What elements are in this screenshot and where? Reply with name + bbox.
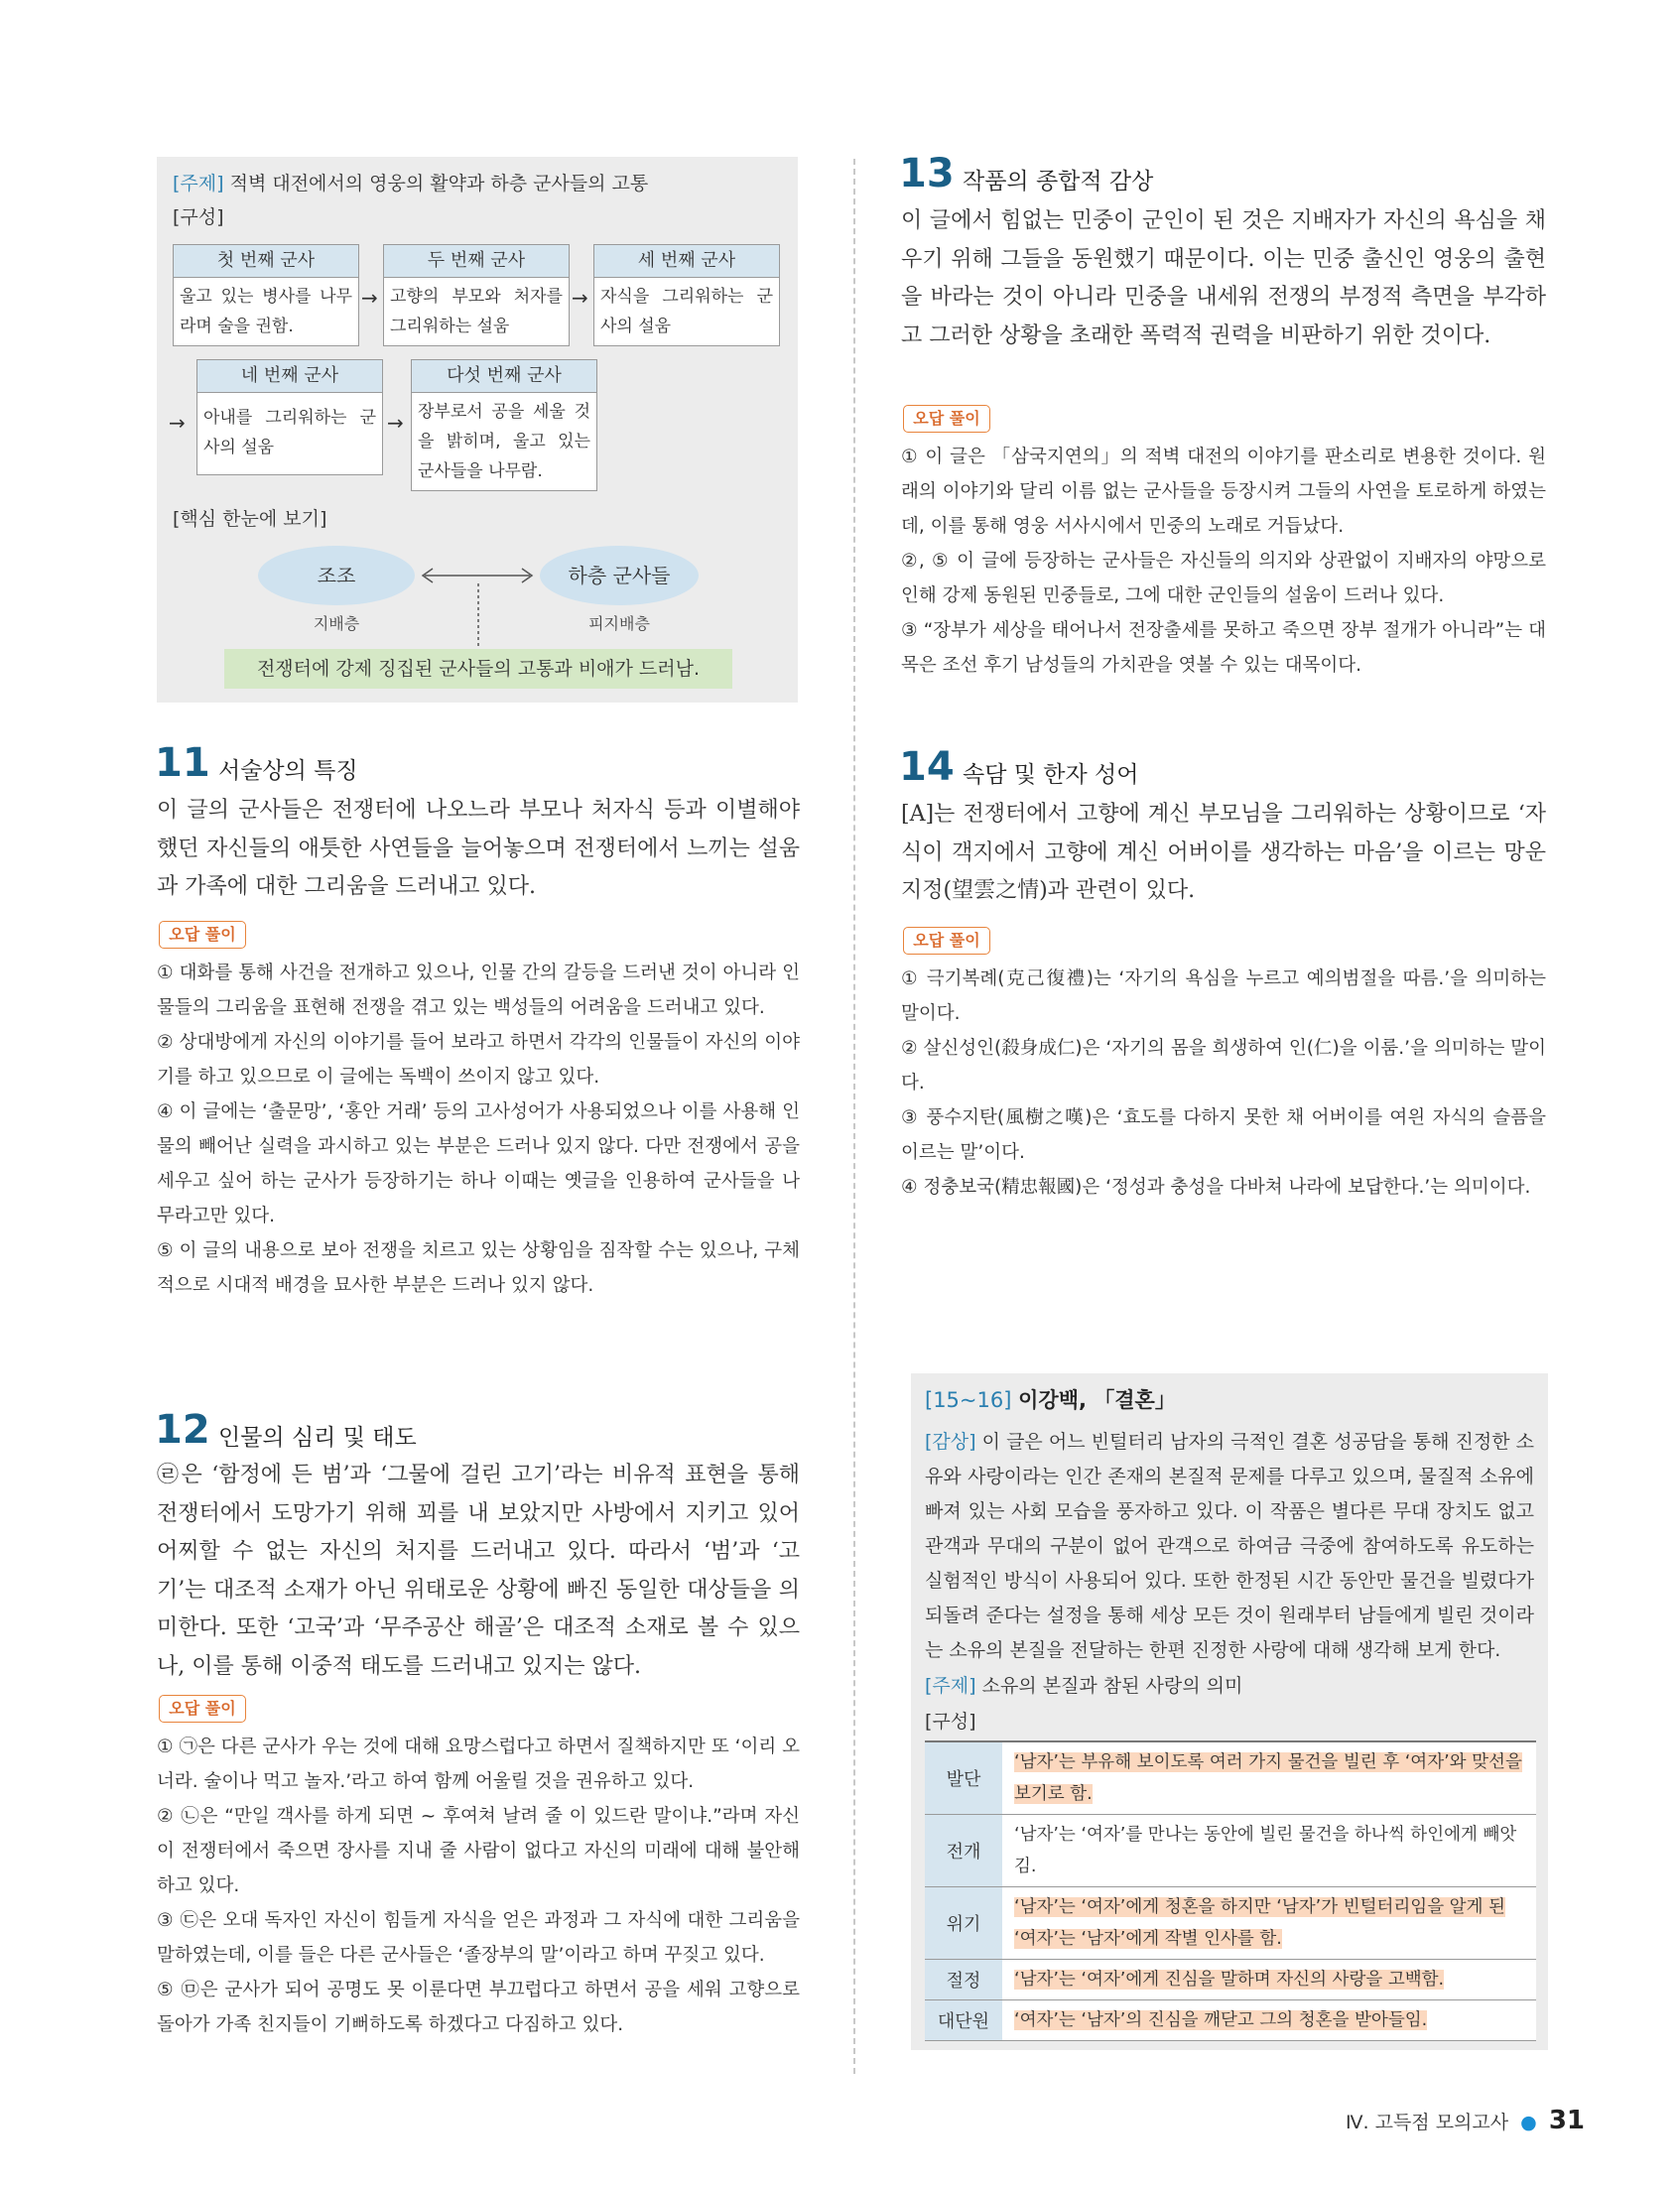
list-item: ② 상대방에게 자신의 이야기를 들어 보라고 하면서 각각의 인물들이 자신의 이야기를 하고 있으므로 이 글에는 독백이 쓰이지 않고 있다. bbox=[157, 1032, 800, 1088]
soldier-head: 세 번째 군사 bbox=[594, 245, 779, 278]
arrow-icon: → bbox=[387, 411, 404, 435]
arrow-icon: → bbox=[169, 411, 186, 435]
stage-desc bbox=[1002, 2000, 1536, 2041]
wrong-answer-label: 오답 풀이 bbox=[159, 921, 246, 949]
stage-label: 전개 bbox=[925, 1815, 1002, 1887]
subject-node: 하층 군사들 bbox=[540, 546, 699, 605]
work-range: [15~16] bbox=[925, 1388, 1012, 1412]
list-item: ① 대화를 통해 사건을 전개하고 있으나, 인물 간의 갈등을 드러낸 것이 아니라 인물들의 그리움을 표현해 전쟁을 겪고 있는 백성들의 어려움을 드러내고 있다. bbox=[157, 963, 800, 1018]
stage-desc bbox=[1002, 1887, 1536, 1960]
question-title: 서술상의 특징 bbox=[218, 758, 358, 784]
question-title: 속담 및 한자 성어 bbox=[963, 762, 1139, 788]
wrong-answer-label: 오답 풀이 bbox=[903, 927, 990, 955]
wrong-answer-label: 오답 풀이 bbox=[903, 405, 990, 433]
ruler-node: 조조 bbox=[258, 546, 415, 605]
appreciation-tag: [감상] bbox=[925, 1431, 976, 1453]
footer-section: Ⅳ. 고득점 모의고사 bbox=[1345, 2112, 1509, 2133]
soldier-box-1 bbox=[173, 244, 359, 346]
work-appreciation bbox=[925, 1425, 1534, 1668]
summary-note: 전쟁터에 강제 징집된 군사들의 고통과 비애가 드러남. bbox=[224, 649, 732, 689]
work-title: 이강백, 「결혼」 bbox=[1018, 1388, 1176, 1412]
question-explanation: [A]는 전쟁터에서 고향에 계신 부모님을 그리워하는 상황이므로 ‘자식이 객지에서 고향에 계신 어버이를 생각하는 마음’을 이르는 망운지정(望雲之情)과 관련이 있다. bbox=[901, 802, 1546, 903]
table-row bbox=[925, 1960, 1536, 2000]
stage-desc bbox=[1002, 1960, 1536, 2000]
soldier-body: 울고 있는 병사를 나무라며 술을 권함. bbox=[180, 287, 352, 336]
theme-tag: [주제] bbox=[173, 173, 224, 194]
structure-table bbox=[925, 1740, 1536, 2041]
list-item: ④ 이 글에는 ‘출문망’, ‘홍안 거래’ 등의 고사성어가 사용되었으나 이를 사용해 인물의 빼어난 실력을 과시하고 있는 부분은 드러나 있지 않다. 다만 전쟁에서 공을 세우고 싶어 하는 군사가 등장하기는 하나 이때는 옛글을 인용하여 군사들을 나무라고만 있다. bbox=[157, 1101, 800, 1226]
question-explanation: ㉣은 ‘함정에 든 범’과 ‘그물에 걸린 고기’라는 비유적 표현을 통해 전쟁터에서 도망가기 위해 꾀를 내 보았지만 사방에서 지키고 있어 어찌할 수 없는 자신의 처지를 드러내고 있다. 따라서 ‘범’과 ‘고기’는 대조적 소재가 아닌 위태로운 상황에 빠진 동일한 대상들을 의미한다. 또한 ‘고국’과 ‘무주공산 해골’은 대조적 소재로 볼 수 있으나, 이를 통해 이중적 태도를 드러내고 있지는 않다. bbox=[157, 1463, 800, 1679]
wrong-answer-list bbox=[157, 956, 800, 1303]
list-item: ① ㉠은 다른 군사가 우는 것에 대해 요망스럽다고 하면서 질책하지만 또 ‘이리 오너라. 술이나 먹고 놀자.’라고 하여 함께 어울릴 것을 권유하고 있다. bbox=[157, 1737, 800, 1792]
wrong-answer-list bbox=[157, 1730, 800, 2042]
page-footer bbox=[1346, 2106, 1585, 2135]
wrong-answer-label: 오답 풀이 bbox=[159, 1695, 246, 1723]
soldier-body: 자식을 그리워하는 군사의 설움 bbox=[600, 287, 773, 336]
question-number: 12 bbox=[155, 1407, 210, 1453]
question-explanation: 이 글에서 힘없는 민중이 군인이 된 것은 지배자가 자신의 욕심을 채우기 위해 그들을 동원했기 때문이다. 이는 민중 출신인 영웅의 출현을 바라는 것이 아니라 민중을 내세워 전쟁의 부정적 측면을 부각하고 그러한 상황을 초래한 폭력적 권력을 비판하기 위한 것이다. bbox=[901, 208, 1546, 348]
soldier-body: 장부로서 공을 세울 것을 밝히며, 울고 있는 군사들을 나무람. bbox=[418, 402, 590, 481]
list-item: ① 극기복례(克己復禮)는 ‘자기의 욕심을 누르고 예의범절을 따름.’을 의미하는 말이다. bbox=[901, 968, 1546, 1024]
soldier-body: 아내를 그리워하는 군사의 설움 bbox=[203, 408, 376, 457]
arrow-icon: → bbox=[572, 286, 588, 310]
theme-text: 소유의 본질과 참된 사랑의 의미 bbox=[981, 1675, 1243, 1697]
stage-desc bbox=[1002, 1815, 1536, 1887]
stage-text: ‘여자’는 ‘남자’의 진심을 깨닫고 그의 청혼을 받아들임. bbox=[1014, 2010, 1428, 2030]
question-number: 13 bbox=[899, 151, 955, 196]
table-row bbox=[925, 1815, 1536, 1887]
list-item: ④ 정충보국(精忠報國)은 ‘정성과 충성을 다바쳐 나라에 보답한다.’는 의미이다. bbox=[901, 1177, 1531, 1198]
theme-tag: [주제] bbox=[925, 1675, 976, 1697]
wrong-answer-list bbox=[901, 962, 1546, 1205]
page-number: 31 bbox=[1548, 2106, 1585, 2135]
stage-label: 대단원 bbox=[925, 2000, 1002, 2041]
soldier-head: 첫 번째 군사 bbox=[174, 245, 358, 278]
bullet-icon: ● bbox=[1520, 2112, 1537, 2133]
core-tag: [핵심 한눈에 보기] bbox=[173, 508, 327, 530]
question-explanation: 이 글의 군사들은 전쟁터에 나오느라 부모나 처자식 등과 이별해야 했던 자신들의 애틋한 사연들을 늘어놓으며 전쟁터에서 느끼는 설움과 가족에 대한 그리움을 드러내고 있다. bbox=[157, 798, 800, 899]
subject-caption: 피지배층 bbox=[588, 614, 650, 633]
stage-label: 발단 bbox=[925, 1741, 1002, 1815]
work-theme bbox=[925, 1669, 1242, 1704]
list-item: ③ 풍수지탄(風樹之嘆)은 ‘효도를 다하지 못한 채 어버이를 여읜 자식의 슬픔을 이르는 말’이다. bbox=[901, 1107, 1546, 1163]
ruler-caption: 지배층 bbox=[313, 614, 360, 633]
stage-text: ‘남자’는 ‘여자’를 만나는 동안에 빌린 물건을 하나씩 하인에게 빼앗김. bbox=[1014, 1825, 1517, 1876]
column-divider bbox=[853, 159, 855, 2074]
stage-text: ‘남자’는 부유해 보이도록 여러 가지 물건을 빌린 후 ‘여자’와 맞선을 보기로 함. bbox=[1014, 1752, 1522, 1804]
wrong-answer-list bbox=[901, 440, 1546, 683]
list-item: ③ ㉢은 오대 독자인 자신이 힘들게 자식을 얻은 과정과 그 자식에 대한 그리움을 말하였는데, 이를 들은 다른 군사들은 ‘졸장부의 말’이라고 하며 꾸짖고 있다. bbox=[157, 1910, 800, 1966]
work-heading bbox=[925, 1383, 1176, 1418]
question-title: 작품의 종합적 감상 bbox=[963, 169, 1154, 194]
question-number: 11 bbox=[155, 740, 210, 786]
structure-tag: [구성] bbox=[173, 206, 224, 228]
table-row bbox=[925, 2000, 1536, 2041]
table-row bbox=[925, 1741, 1536, 1815]
stage-label: 위기 bbox=[925, 1887, 1002, 1960]
soldier-box-4 bbox=[196, 359, 383, 475]
soldier-body: 고향의 부모와 처자를 그리워하는 설움 bbox=[390, 287, 563, 336]
appreciation-text: 이 글은 어느 빈털터리 남자의 극적인 결혼 성공담을 통해 진정한 소유와 사랑이라는 인간 존재의 본질적 문제를 다루고 있으며, 물질적 소유에 빠져 있는 사회 모습을 풍자하고 있다. 이 작품은 별다른 무대 장치도 없고 관객과 무대의 구분이 없어 관객으로 하여금 극중에 참여하도록 유도하는 실험적인 방식이 사용되어 있다. 또한 한정된 시간 동안만 물건을 빌렸다가 되돌려 준다는 설정을 통해 세상 모든 것이 원래부터 남들에게 빌린 것이라는 소유의 본질을 전달하는 한편 진정한 사랑에 대해 생각해 보게 한다. bbox=[925, 1431, 1534, 1661]
soldier-box-3 bbox=[593, 244, 780, 346]
table-row bbox=[925, 1887, 1536, 1960]
list-item: ⑤ ㉤은 군사가 되어 공명도 못 이룬다면 부끄럽다고 하면서 공을 세워 고향으로 돌아가 가족 친지들이 기뻐하도록 하겠다고 다짐하고 있다. bbox=[157, 1980, 800, 2035]
soldier-box-5 bbox=[411, 359, 597, 491]
list-item: ②, ⑤ 이 글에 등장하는 군사들은 자신들의 의지와 상관없이 지배자의 야망으로 인해 강제 동원된 민중들로, 그에 대한 군인들의 설움이 드러나 있다. bbox=[901, 551, 1546, 606]
soldier-head: 다섯 번째 군사 bbox=[412, 360, 596, 393]
soldier-box-2 bbox=[383, 244, 570, 346]
stage-desc bbox=[1002, 1741, 1536, 1815]
stage-label: 절정 bbox=[925, 1960, 1002, 2000]
list-item: ② ㉡은 “만일 객사를 하게 되면 ~ 후여쳐 날려 줄 이 있드란 말이냐.”라며 자신이 전쟁터에서 죽으면 장사를 지내 줄 사람이 없다고 자신의 미래에 대해 불안해하고 있다. bbox=[157, 1806, 800, 1896]
soldier-head: 두 번째 군사 bbox=[384, 245, 569, 278]
work-summary-box bbox=[911, 1373, 1548, 2050]
question-number: 14 bbox=[899, 744, 955, 790]
list-item: ① 이 글은 「삼국지연의」의 적벽 대전의 이야기를 판소리로 변용한 것이다. 원래의 이야기와 달리 이름 없는 군사들을 등장시켜 그들의 사연을 토로하게 하였는데, 이를 통해 영웅 서사시에서 민중의 노래로 거듭났다. bbox=[901, 447, 1546, 537]
list-item: ③ “장부가 세상을 태어나서 전장출세를 못하고 죽으면 장부 절개가 아니라”는 대목은 조선 후기 남성들의 가치관을 엿볼 수 있는 대목이다. bbox=[901, 620, 1546, 676]
list-item: ⑤ 이 글의 내용으로 보아 전쟁을 치르고 있는 상황임을 짐작할 수는 있으나, 구체적으로 시대적 배경을 묘사한 부분은 드러나 있지 않다. bbox=[157, 1240, 800, 1296]
arrow-icon: → bbox=[361, 286, 378, 310]
summary-box bbox=[157, 157, 798, 703]
theme-text: 적벽 대전에서의 영웅의 활약과 하층 군사들의 고통 bbox=[229, 173, 649, 194]
stage-text: ‘남자’는 ‘여자’에게 진심을 말하며 자신의 사랑을 고백함. bbox=[1014, 1970, 1445, 1990]
list-item: ② 살신성인(殺身成仁)은 ‘자기의 몸을 희생하여 인(仁)을 이룸.’을 의미하는 말이다. bbox=[901, 1038, 1546, 1094]
soldier-head: 네 번째 군사 bbox=[197, 360, 382, 393]
summary-theme bbox=[173, 169, 648, 195]
structure-tag: [구성] bbox=[925, 1711, 976, 1733]
question-title: 인물의 심리 및 태도 bbox=[218, 1425, 417, 1451]
stage-text: ‘남자’는 ‘여자’에게 청혼을 하지만 ‘남자’가 빈털터리임을 알게 된 ‘여자’는 ‘남자’에게 작별 인사를 함. bbox=[1014, 1897, 1505, 1949]
